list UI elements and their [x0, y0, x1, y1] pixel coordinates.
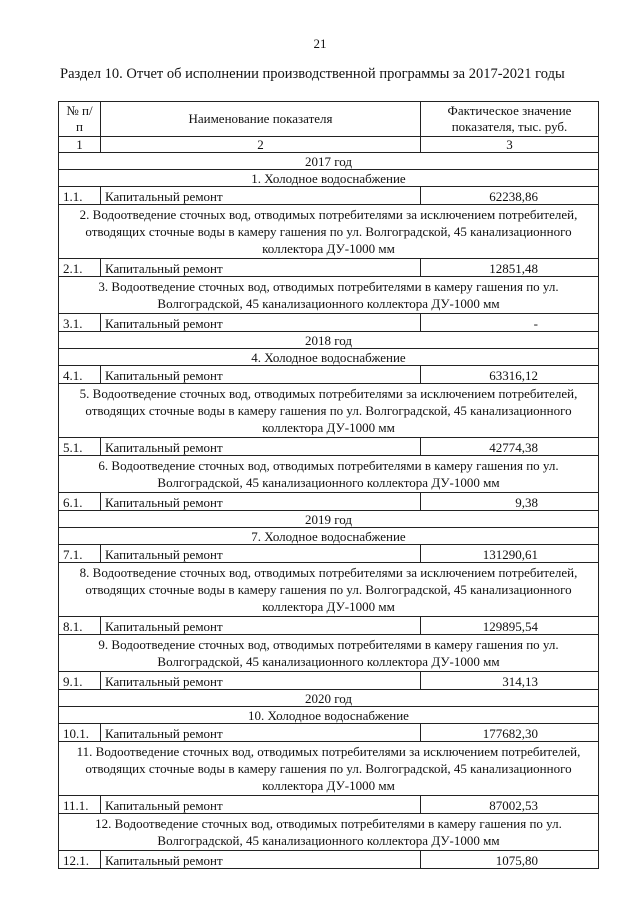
row-number: 7.1.: [59, 545, 101, 563]
year-label: 2020 год: [59, 690, 599, 707]
row-name: Капитальный ремонт: [101, 314, 421, 332]
row-number: 6.1.: [59, 493, 101, 511]
row-value: 314,13: [421, 672, 599, 690]
section-title: 9. Водоотведение сточных вод, отводимых потребителями в камеру гашения по ул. Волгоградской, 45 канализационного коллектора ДУ-1000 мм: [59, 635, 599, 672]
year-row: [59, 511, 599, 528]
table-row: [59, 724, 599, 742]
year-label: 2019 год: [59, 511, 599, 528]
row-value: 87002,53: [421, 796, 599, 814]
section-title: 1. Холодное водоснабжение: [59, 170, 599, 187]
table-row: [59, 187, 599, 205]
year-label: 2017 год: [59, 153, 599, 170]
column-number: 3: [421, 137, 599, 153]
section-title: 8. Водоотведение сточных вод, отводимых потребителями за исключением потребителей, отводящих сточные воды в камеру гашения по ул. Волгоградской, 45 канализационного коллектора ДУ-1000 мм: [59, 563, 599, 617]
table-row: [59, 796, 599, 814]
row-value: 131290,61: [421, 545, 599, 563]
row-number: 8.1.: [59, 617, 101, 635]
table-row: [59, 366, 599, 384]
year-row: [59, 153, 599, 170]
column-number-row: [59, 137, 599, 153]
row-name: Капитальный ремонт: [101, 672, 421, 690]
row-value: 63316,12: [421, 366, 599, 384]
section-row: [59, 707, 599, 724]
row-number: 5.1.: [59, 438, 101, 456]
row-name: Капитальный ремонт: [101, 259, 421, 277]
row-number: 1.1.: [59, 187, 101, 205]
row-number: 4.1.: [59, 366, 101, 384]
row-value: 1075,80: [421, 851, 599, 869]
section-row: [59, 205, 599, 259]
header-name: Наименование показателя: [101, 102, 421, 137]
row-name: Капитальный ремонт: [101, 187, 421, 205]
row-name: Капитальный ремонт: [101, 545, 421, 563]
section-title: 2. Водоотведение сточных вод, отводимых потребителями за исключением потребителей, отводящих сточные воды в камеру гашения по ул. Волгоградской, 45 канализационного коллектора ДУ-1000 мм: [59, 205, 599, 259]
row-number: 12.1.: [59, 851, 101, 869]
section-row: [59, 170, 599, 187]
section-row: [59, 635, 599, 672]
section-row: [59, 742, 599, 796]
section-row: [59, 456, 599, 493]
section-title: 7. Холодное водоснабжение: [59, 528, 599, 545]
section-title: 3. Водоотведение сточных вод, отводимых потребителями в камеру гашения по ул. Волгоградской, 45 канализационного коллектора ДУ-1000 мм: [59, 277, 599, 314]
section-row: [59, 563, 599, 617]
row-value: 42774,38: [421, 438, 599, 456]
row-number: 10.1.: [59, 724, 101, 742]
table-row: [59, 672, 599, 690]
page-number: 21: [313, 36, 327, 51]
row-number: 11.1.: [59, 796, 101, 814]
row-name: Капитальный ремонт: [101, 724, 421, 742]
section-title: Раздел 10. Отчет об исполнении производственной программы за 2017-2021 годы: [60, 66, 565, 82]
section-row: [59, 277, 599, 314]
section-title: 10. Холодное водоснабжение: [59, 707, 599, 724]
row-value: -: [421, 314, 599, 332]
section-row: [59, 384, 599, 438]
table-row: [59, 259, 599, 277]
section-title: 5. Водоотведение сточных вод, отводимых потребителями за исключением потребителей, отводящих сточные воды в камеру гашения по ул. Волгоградской, 45 канализационного коллектора ДУ-1000 мм: [59, 384, 599, 438]
row-value: 12851,48: [421, 259, 599, 277]
year-label: 2018 год: [59, 332, 599, 349]
column-number: 1: [59, 137, 101, 153]
row-name: Капитальный ремонт: [101, 366, 421, 384]
row-value: 129895,54: [421, 617, 599, 635]
section-title: 4. Холодное водоснабжение: [59, 349, 599, 366]
row-name: Капитальный ремонт: [101, 617, 421, 635]
row-number: 3.1.: [59, 314, 101, 332]
table-row: [59, 617, 599, 635]
header-value: Фактическое значение показателя, тыс. руб.: [421, 102, 599, 137]
section-title: 12. Водоотведение сточных вод, отводимых потребителями в камеру гашения по ул. Волгоградской, 45 канализационного коллектора ДУ-1000 мм: [59, 814, 599, 851]
table-row: [59, 493, 599, 511]
row-value: 62238,86: [421, 187, 599, 205]
row-name: Капитальный ремонт: [101, 851, 421, 869]
header-number: № п/п: [59, 102, 101, 137]
section-row: [59, 349, 599, 366]
section-title: 11. Водоотведение сточных вод, отводимых потребителями за исключением потребителей, отводящих сточные воды в камеру гашения по ул. Волгоградской, 45 канализационного коллектора ДУ-1000 мм: [59, 742, 599, 796]
report-table: [58, 101, 599, 869]
section-row: [59, 528, 599, 545]
row-value: 177682,30: [421, 724, 599, 742]
table-row: [59, 314, 599, 332]
table-row: [59, 545, 599, 563]
row-value: 9,38: [421, 493, 599, 511]
row-number: 9.1.: [59, 672, 101, 690]
section-title: 6. Водоотведение сточных вод, отводимых потребителями в камеру гашения по ул. Волгоградской, 45 канализационного коллектора ДУ-1000 мм: [59, 456, 599, 493]
year-row: [59, 690, 599, 707]
section-row: [59, 814, 599, 851]
table-row: [59, 438, 599, 456]
column-number: 2: [101, 137, 421, 153]
row-name: Капитальный ремонт: [101, 493, 421, 511]
row-name: Капитальный ремонт: [101, 438, 421, 456]
table-row: [59, 851, 599, 869]
header-row: [59, 102, 599, 137]
year-row: [59, 332, 599, 349]
row-number: 2.1.: [59, 259, 101, 277]
row-name: Капитальный ремонт: [101, 796, 421, 814]
